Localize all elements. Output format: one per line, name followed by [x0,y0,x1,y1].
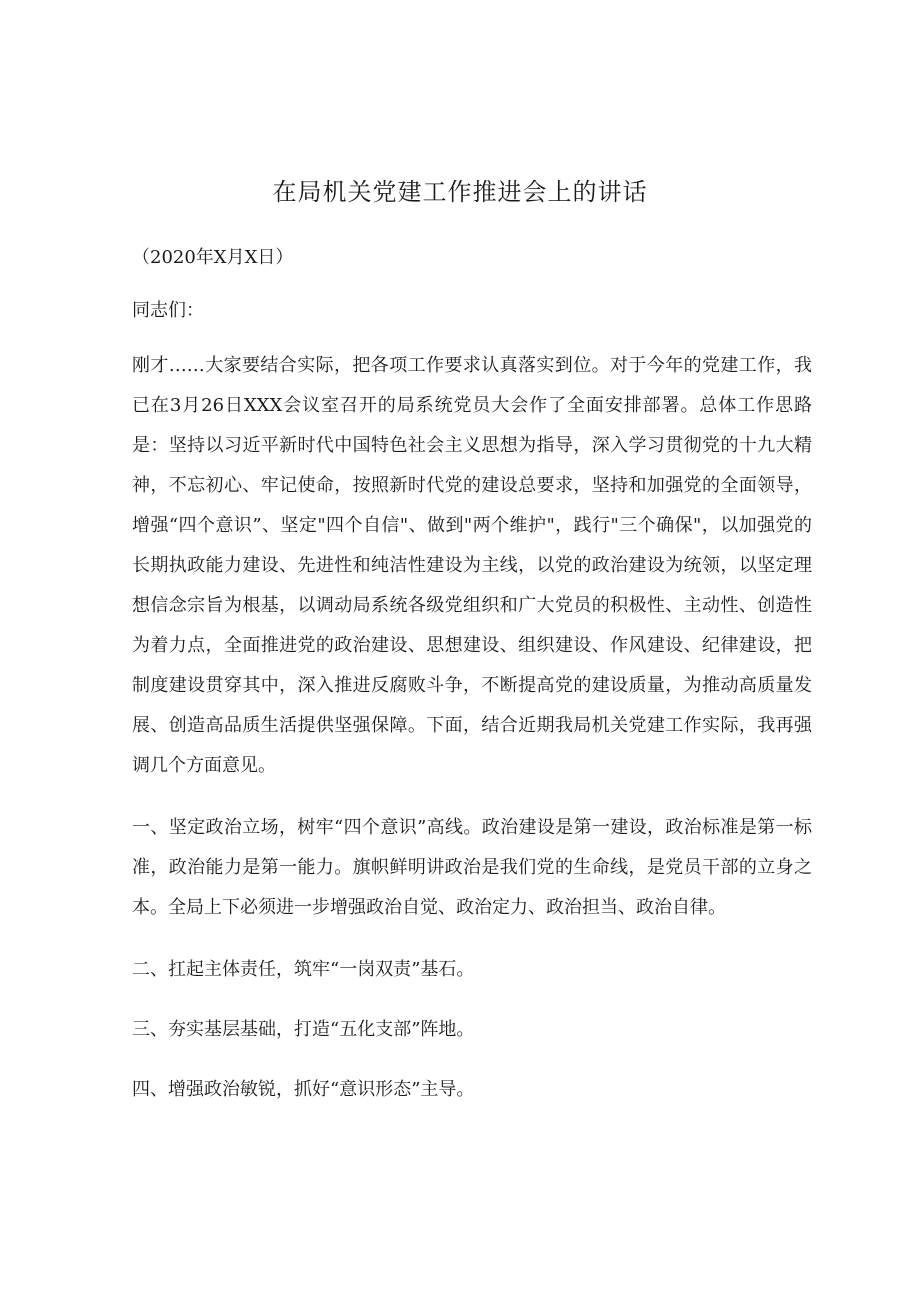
page-title: 在局机关党建工作推进会上的讲话 [272,178,648,206]
salutation: 同志们： [132,300,204,321]
paragraph-section-2: 二、扛起主体责任，筑牢“一岗双责”基石。 [132,959,475,980]
paragraph-section-4: 四、增强政治敏锐，抓好“意识形态”主导。 [132,1079,475,1100]
speech-date: （2020年X月X日） [132,247,294,268]
paragraph-section-1: 一、坚定政治立场，树牢“四个意识”高线。政治建设是第一建设，政治标准是第一标准，政治能力是第一能力。旗帜鲜明讲政治是我们党的生命线，是党员干部的立身之本。全局上下必须进一步增强政治自觉、政治定力、政治担当、政治自律。 [132,817,812,918]
paragraph-section-3: 三、夯实基层基础，打造“五化支部”阵地。 [132,1019,475,1040]
paragraph-intro: 刚才……大家要结合实际，把各项工作要求认真落实到位。对于今年的党建工作，我已在3月26日XXX会议室召开的局系统党员大会作了全面安排部署。总体工作思路是：坚持以习近平新时代中国特色社会主义思想为指导，深入学习贯彻党的十九大精神，不忘初心、牢记使命，按照新时代党的建设总要求，坚持和加强党的全面领导，增强“四个意识”、坚定"四个自信"、做到"两个维护"，践行"三个确保"，以加强党的长期执政能力建设、先进性和纯洁性建设为主线，以党的政治建设为统领，以坚定理想信念宗旨为根基，以调动局系统各级党组织和广大党员的积极性、主动性、创造性为着力点，全面推进党的政治建设、思想建设、组织建设、作风建设、纪律建设，把制度建设贯穿其中，深入推进反腐败斗争，不断提高党的建设质量，为推动高质量发展、创造高品质生活提供坚强保障。下面，结合近期我局机关党建工作实际，我再强调几个方面意见。 [132,355,812,776]
